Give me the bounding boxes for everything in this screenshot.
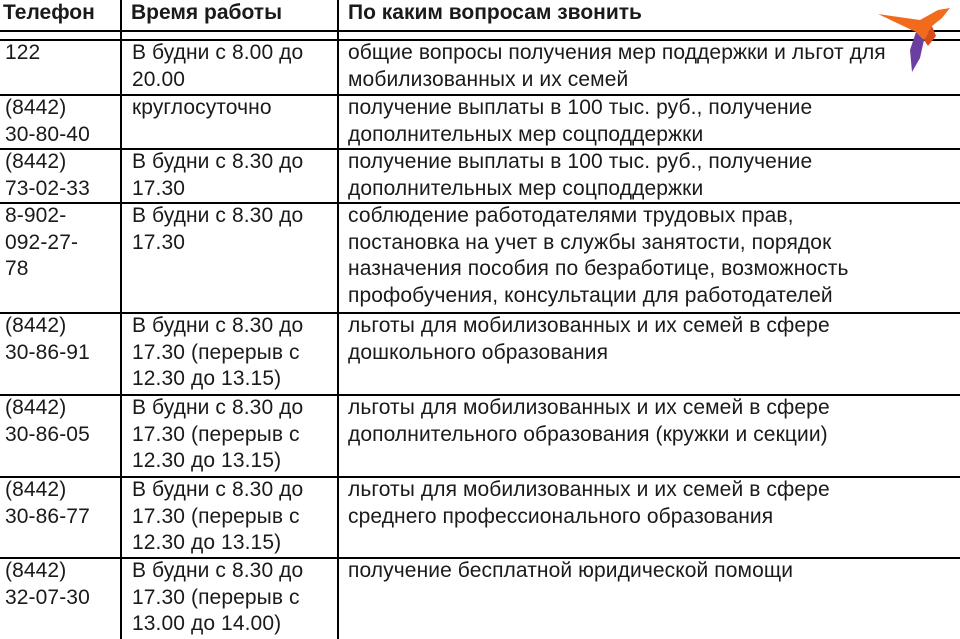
- hours-cell: В будни с 8.30 до 17.30: [132, 150, 304, 200]
- row-divider: [0, 30, 960, 32]
- phone-cell: (8442) 73-02-33: [5, 150, 90, 200]
- topics-cell: льготы для мобилизованных и их семей в сфере дошкольного образования: [348, 314, 830, 364]
- bird-logo-icon: [876, 6, 954, 74]
- column-divider: [337, 0, 339, 639]
- phone-cell: (8442) 30-86-77: [5, 478, 90, 528]
- phone-cell: (8442) 30-86-91: [5, 314, 90, 364]
- topics-cell: получение выплаты в 100 тыс. руб., получение дополнительных мер соцподдержки: [348, 150, 813, 200]
- topics-cell: льготы для мобилизованных и их семей в сфере среднего профессионального образования: [348, 478, 830, 528]
- phone-cell: 8-902- 092-27- 78: [5, 204, 79, 280]
- topics-cell: получение бесплатной юридической помощи: [348, 559, 794, 582]
- topics-cell: получение выплаты в 100 тыс. руб., получение дополнительных мер соцподдержки: [348, 96, 813, 146]
- topics-cell: соблюдение работодателями трудовых прав, постановка на учет в службы занятости, порядок назначения пособия по безработице, возможность профобучения, консультации для работодателей: [348, 204, 849, 307]
- header-phone: Телефон: [3, 1, 95, 24]
- header-topics: По каким вопросам звонить: [348, 1, 642, 24]
- topics-cell: льготы для мобилизованных и их семей в сфере дополнительного образования (кружки и секции): [348, 396, 830, 446]
- hours-cell: В будни с 8.30 до 17.30: [132, 204, 304, 254]
- topics-cell: общие вопросы получения мер поддержки и льгот для мобилизованных и их семей: [348, 41, 886, 91]
- hours-cell: В будни с 8.30 до 17.30 (перерыв с 12.30 до 13.15): [132, 478, 304, 554]
- phone-cell: (8442) 32-07-30: [5, 559, 90, 609]
- column-divider: [120, 0, 122, 639]
- hours-cell: круглосуточно: [132, 96, 272, 119]
- phone-cell: (8442) 30-86-05: [5, 396, 90, 446]
- hours-cell: В будни с 8.30 до 17.30 (перерыв с 12.30 до 13.15): [132, 396, 304, 472]
- hours-cell: В будни с 8.30 до 17.30 (перерыв с 12.30 до 13.15): [132, 314, 304, 390]
- phone-cell: (8442) 30-80-40: [5, 96, 90, 146]
- phone-cell: 122: [5, 41, 41, 64]
- hours-cell: В будни с 8.30 до 17.30 (перерыв с 13.00 до 14.00): [132, 559, 304, 635]
- header-hours: Время работы: [131, 1, 283, 24]
- hours-cell: В будни с 8.00 до 20.00: [132, 41, 304, 91]
